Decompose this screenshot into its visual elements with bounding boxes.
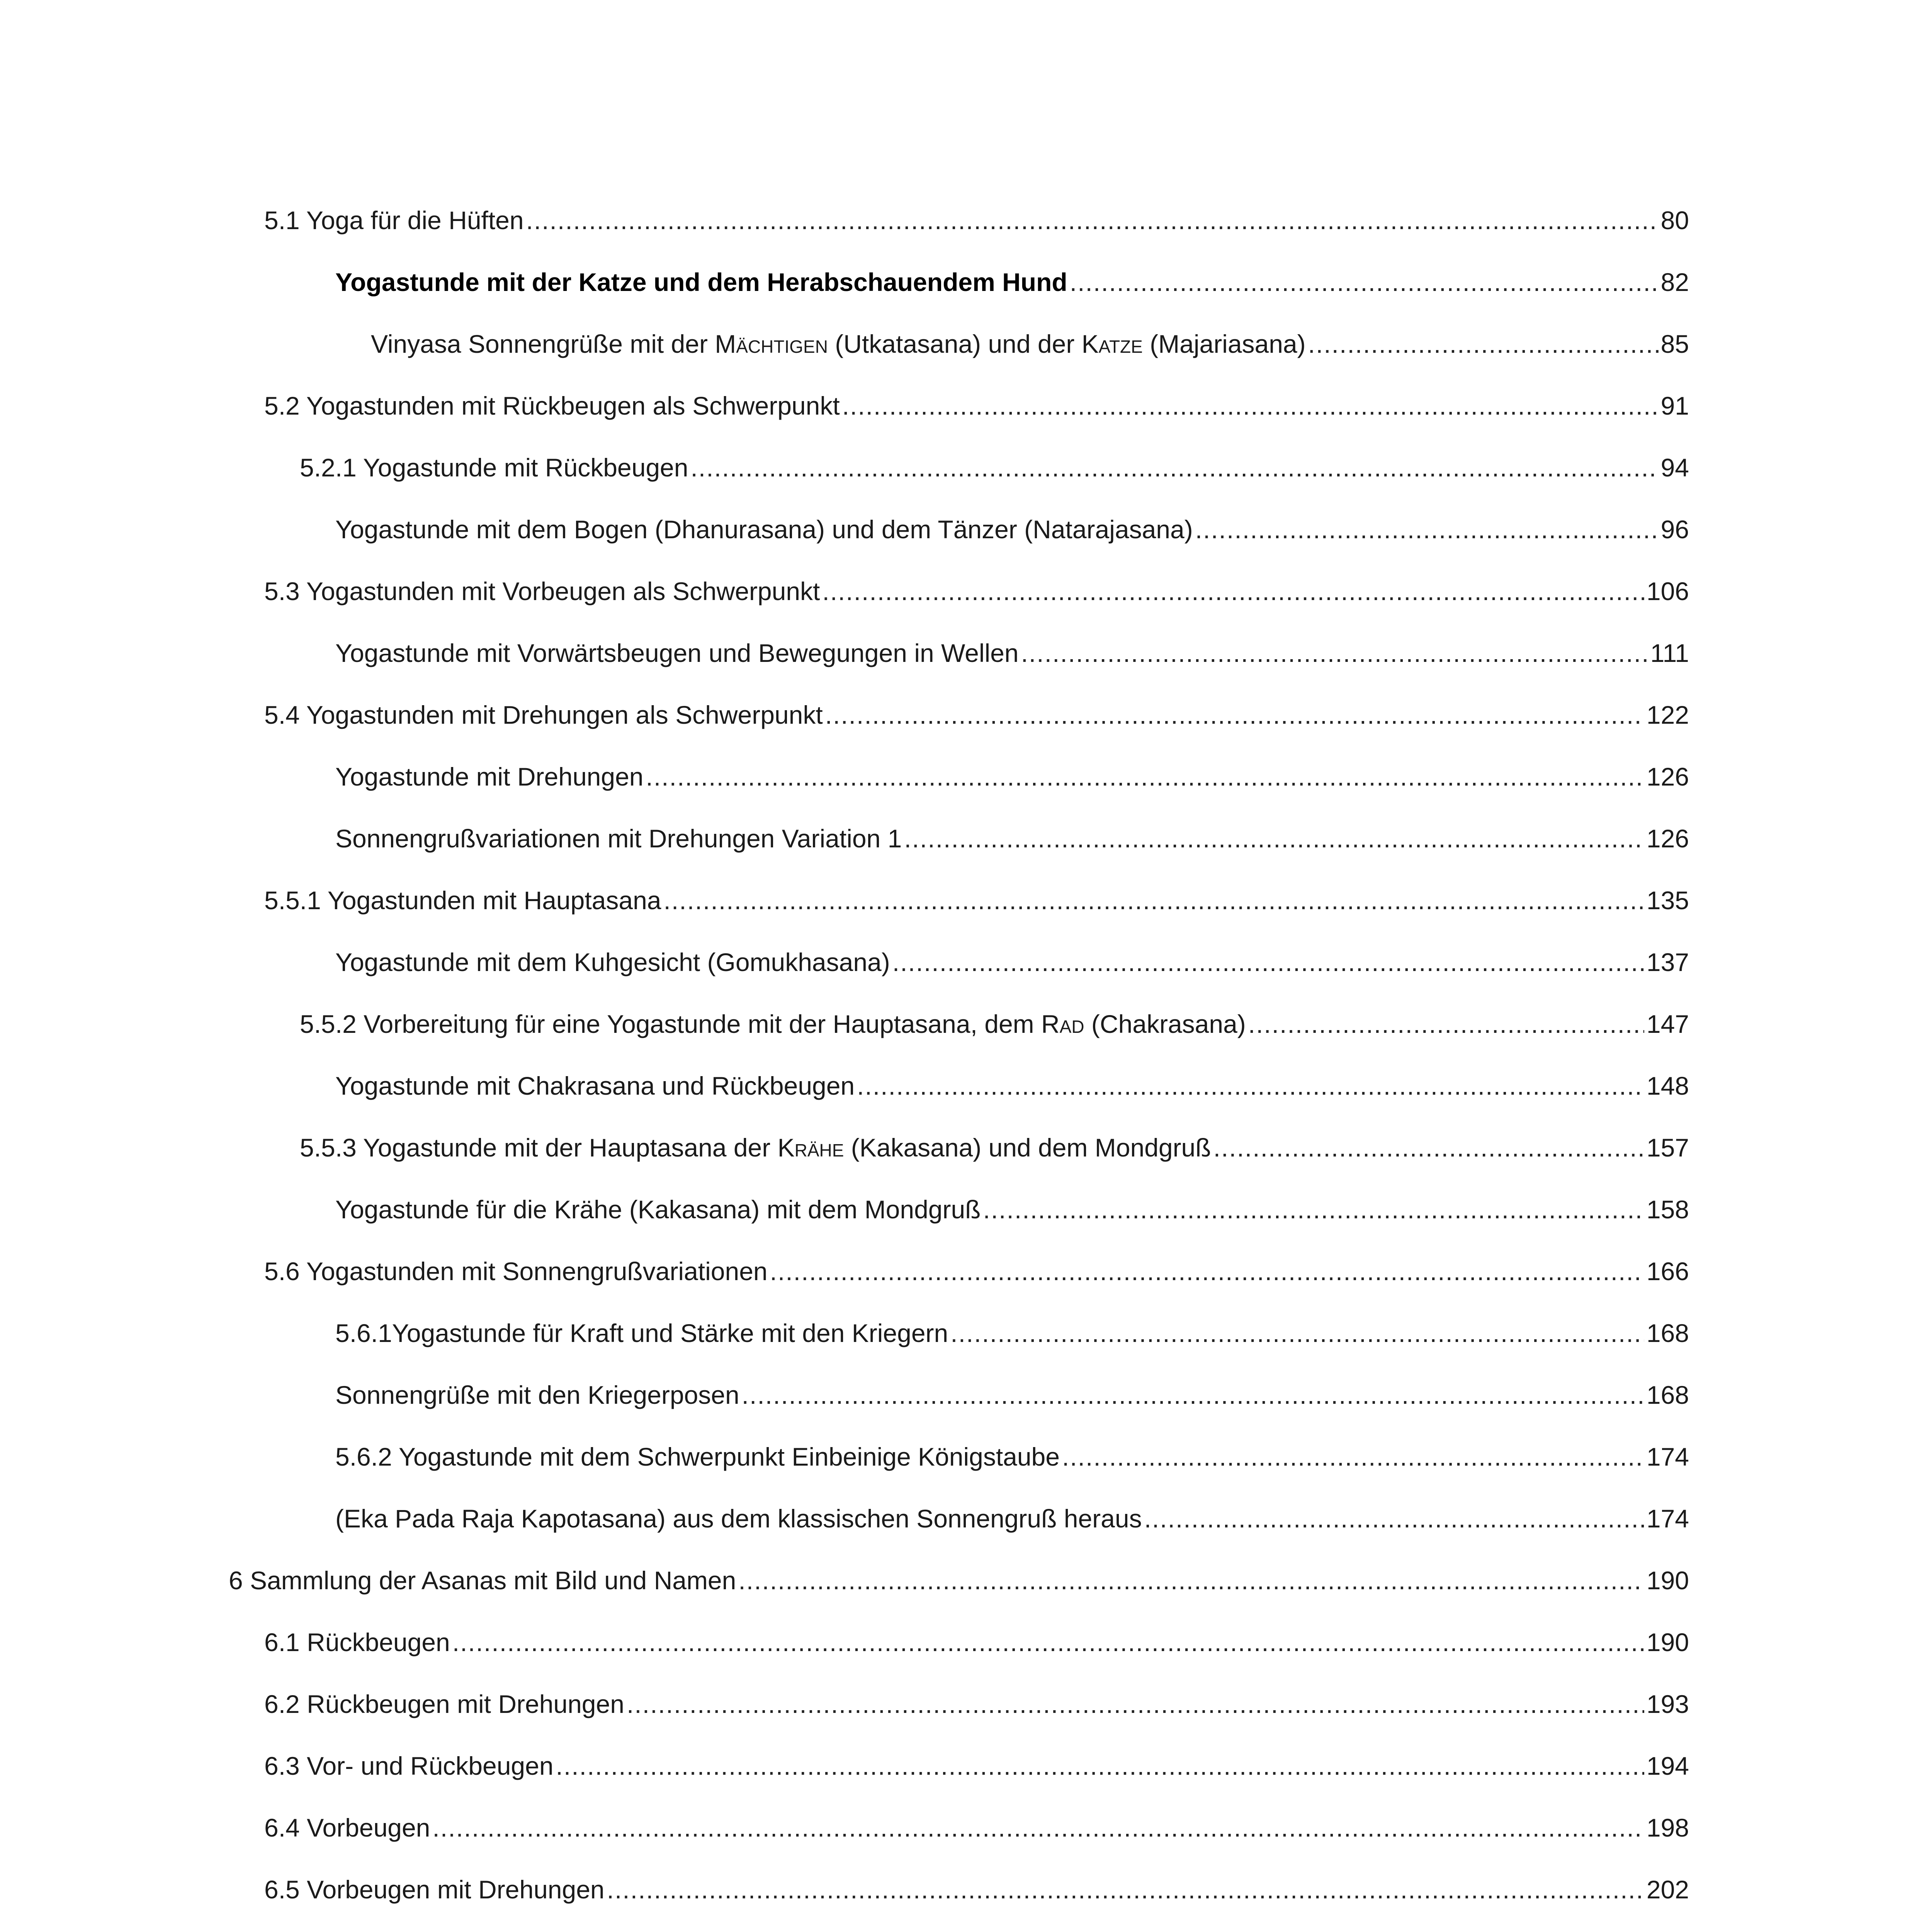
toc-title-smallcaps: Krähe bbox=[777, 1133, 844, 1162]
toc-page-number: 147 bbox=[1646, 1010, 1689, 1038]
toc-page-number: 193 bbox=[1646, 1690, 1689, 1718]
toc-page-number: 126 bbox=[1646, 824, 1689, 853]
toc-title-text: Yogastunde mit dem Bogen (Dhanurasana) und dem Tänzer (Natarajasana) bbox=[335, 515, 1193, 544]
toc-entry-title bbox=[371, 313, 1306, 375]
toc-title-text: (Eka Pada Raja Kapotasana) aus dem klassischen Sonnengruß heraus bbox=[335, 1504, 1142, 1533]
toc-title-text: 6.1 Rückbeugen bbox=[264, 1628, 450, 1656]
toc-entry[interactable] bbox=[300, 993, 1689, 1055]
toc-entry[interactable] bbox=[371, 313, 1689, 375]
toc-entry[interactable] bbox=[264, 1240, 1689, 1302]
toc-title-text: (Utkatasana) und der bbox=[828, 330, 1082, 358]
toc-dot-leader bbox=[742, 1364, 1644, 1426]
toc-entry[interactable] bbox=[264, 1859, 1689, 1920]
toc-dot-leader bbox=[1213, 1117, 1644, 1179]
toc-entry-title bbox=[300, 437, 688, 498]
toc-page-number: 194 bbox=[1646, 1752, 1689, 1780]
toc-dot-leader bbox=[627, 1673, 1644, 1735]
toc-page-number: 190 bbox=[1646, 1628, 1689, 1656]
toc-entry[interactable] bbox=[335, 1179, 1689, 1240]
toc-entry[interactable] bbox=[264, 375, 1689, 437]
toc-page-number: 202 bbox=[1646, 1875, 1689, 1904]
toc-page-number: 157 bbox=[1646, 1133, 1689, 1162]
toc-page-number: 158 bbox=[1646, 1195, 1689, 1224]
toc-title-text: 5.6.2 Yogastunde mit dem Schwerpunkt Einbeinige Königstaube bbox=[335, 1442, 1060, 1471]
toc-entry-title bbox=[264, 1611, 450, 1673]
toc-dot-leader bbox=[1070, 251, 1659, 313]
toc-dot-leader bbox=[1144, 1488, 1644, 1549]
toc-title-text: 6 Sammlung der Asanas mit Bild und Namen bbox=[229, 1566, 736, 1595]
toc-entry-title bbox=[264, 375, 840, 437]
toc-title-text: 5.4 Yogastunden mit Drehungen als Schwerpunkt bbox=[264, 701, 823, 729]
toc-dot-leader bbox=[435, 1920, 1644, 1932]
toc-entry-title bbox=[264, 1240, 768, 1302]
toc-dot-leader bbox=[1021, 622, 1648, 684]
toc-entry-title bbox=[335, 1488, 1142, 1549]
toc-title-text: Yogastunde mit Drehungen bbox=[335, 762, 644, 791]
toc-entry[interactable] bbox=[264, 189, 1689, 251]
toc-entry[interactable] bbox=[300, 1117, 1689, 1179]
toc-title-text: Yogastunde mit dem Kuhgesicht (Gomukhasana) bbox=[335, 948, 890, 976]
toc-dot-leader bbox=[556, 1735, 1644, 1797]
toc-title-text: 6.4 Vorbeugen bbox=[264, 1813, 430, 1842]
toc-entry-title bbox=[300, 1117, 1211, 1179]
toc-entry[interactable] bbox=[335, 1055, 1689, 1117]
toc-dot-leader bbox=[663, 869, 1644, 931]
toc-title-text: Sonnengrußvariationen mit Drehungen Variation 1 bbox=[335, 824, 902, 853]
toc-entry[interactable] bbox=[300, 437, 1689, 498]
toc-page-number: 85 bbox=[1660, 330, 1689, 358]
toc-entry-title bbox=[335, 931, 890, 993]
toc-page-number: 148 bbox=[1646, 1071, 1689, 1100]
toc-dot-leader bbox=[950, 1302, 1644, 1364]
toc-dot-leader bbox=[770, 1240, 1644, 1302]
toc-entry[interactable] bbox=[335, 251, 1689, 313]
toc-dot-leader bbox=[1062, 1426, 1644, 1488]
toc-title-text: (Kakasana) und dem Mondgruß bbox=[844, 1133, 1211, 1162]
toc-dot-leader bbox=[646, 746, 1644, 808]
toc-title-text: (Chakrasana) bbox=[1084, 1010, 1246, 1038]
toc-dot-leader bbox=[904, 808, 1644, 869]
toc-dot-leader bbox=[983, 1179, 1644, 1240]
toc-page-number: 198 bbox=[1646, 1813, 1689, 1842]
toc-page-number bbox=[1647, 1920, 1689, 1932]
toc-page-number: 168 bbox=[1646, 1319, 1689, 1347]
toc-dot-leader bbox=[690, 437, 1658, 498]
toc-entry-title bbox=[335, 1055, 855, 1117]
toc-title-text: 6.2 Rückbeugen mit Drehungen bbox=[264, 1690, 624, 1718]
toc-entry[interactable] bbox=[264, 1735, 1689, 1797]
toc-entry[interactable] bbox=[335, 1364, 1689, 1426]
toc-title-smallcaps: Mächtigen bbox=[715, 330, 828, 358]
toc-entry-title bbox=[335, 251, 1067, 313]
toc-page-number: 111 bbox=[1650, 639, 1689, 667]
toc-entry[interactable] bbox=[335, 622, 1689, 684]
toc-entry[interactable] bbox=[335, 1302, 1689, 1364]
toc-dot-leader bbox=[432, 1797, 1644, 1859]
toc-page-number: 126 bbox=[1646, 762, 1689, 791]
toc-entry-title bbox=[264, 869, 661, 931]
toc-entry[interactable] bbox=[335, 746, 1689, 808]
toc-title-text: 6.3 Vor- und Rückbeugen bbox=[264, 1752, 554, 1780]
toc-page-number: 122 bbox=[1646, 701, 1689, 729]
toc-dot-leader bbox=[452, 1611, 1644, 1673]
toc-dot-leader bbox=[607, 1859, 1644, 1920]
toc-page-number: 96 bbox=[1660, 515, 1689, 544]
toc-entry-title bbox=[264, 1797, 430, 1859]
toc-title-text: 5.1 Yoga für die Hüften bbox=[264, 206, 524, 235]
toc-dot-leader bbox=[526, 189, 1659, 251]
toc-entry-title bbox=[335, 1364, 739, 1426]
toc-title-text: 5.6.1Yogastunde für Kraft und Stärke mit den Kriegern bbox=[335, 1319, 948, 1347]
toc-entry-title bbox=[264, 684, 823, 746]
toc-entry[interactable] bbox=[264, 1920, 1689, 1932]
toc-title-text: 5.3 Yogastunden mit Vorbeugen als Schwerpunkt bbox=[264, 577, 820, 605]
toc-title-text: Vinyasa Sonnengrüße mit der bbox=[371, 330, 715, 358]
toc-page-number: 91 bbox=[1660, 391, 1689, 420]
toc-dot-leader bbox=[825, 684, 1644, 746]
toc-title-text: (Majariasana) bbox=[1142, 330, 1306, 358]
toc-entry[interactable] bbox=[264, 1611, 1689, 1673]
toc-entry-title bbox=[264, 189, 524, 251]
toc-entry-title bbox=[335, 1302, 948, 1364]
toc-entry-title bbox=[300, 993, 1246, 1055]
toc-entry-title bbox=[335, 746, 643, 808]
toc-entry[interactable] bbox=[335, 498, 1689, 560]
toc-title-text: 5.6 Yogastunden mit Sonnengrußvariationen bbox=[264, 1257, 768, 1286]
toc-dot-leader bbox=[1308, 313, 1659, 375]
toc-entry[interactable] bbox=[264, 1673, 1689, 1735]
toc-page-number: 190 bbox=[1646, 1566, 1689, 1595]
toc-title-text: 5.5.2 Vorbereitung für eine Yogastunde mit der Hauptasana, dem bbox=[300, 1010, 1041, 1038]
toc-title-text: 5.2 Yogastunden mit Rückbeugen als Schwerpunkt bbox=[264, 391, 840, 420]
toc-dot-leader bbox=[1248, 993, 1644, 1055]
toc-page-number: 82 bbox=[1660, 268, 1689, 296]
toc-page-number: 166 bbox=[1646, 1257, 1689, 1286]
toc-entry[interactable] bbox=[335, 931, 1689, 993]
toc-entry-title bbox=[229, 1549, 736, 1611]
toc-title-text: Yogastunde für die Krähe (Kakasana) mit dem Mondgruß bbox=[335, 1195, 981, 1224]
toc-entry[interactable] bbox=[264, 869, 1689, 931]
toc-entry[interactable] bbox=[264, 1797, 1689, 1859]
toc-entry[interactable] bbox=[335, 1488, 1689, 1549]
toc-title-text: Sonnengrüße mit den Kriegerposen bbox=[335, 1381, 739, 1409]
toc-entry-title bbox=[264, 1920, 433, 1932]
toc-dot-leader bbox=[822, 560, 1644, 622]
toc-dot-leader bbox=[738, 1549, 1644, 1611]
toc-entry-title bbox=[335, 808, 902, 869]
toc-page-number: 135 bbox=[1646, 886, 1689, 915]
toc-entry-title bbox=[335, 498, 1193, 560]
toc-title-smallcaps: Rad bbox=[1041, 1010, 1084, 1038]
toc-entry[interactable] bbox=[335, 808, 1689, 869]
toc-entry-title bbox=[264, 1735, 554, 1797]
toc-entry-title bbox=[335, 1426, 1060, 1488]
toc-title-text: Yogastunde mit der Katze und dem Herabschauendem Hund bbox=[335, 268, 1067, 296]
toc-title-text: 6.5 Vorbeugen mit Drehungen bbox=[264, 1875, 605, 1904]
toc-dot-leader bbox=[1195, 498, 1659, 560]
toc-page-number: 137 bbox=[1646, 948, 1689, 976]
toc-page-number: 168 bbox=[1646, 1381, 1689, 1409]
toc-entry[interactable] bbox=[264, 560, 1689, 622]
toc-dot-leader bbox=[857, 1055, 1644, 1117]
toc-title-text: Yogastunde mit Vorwärtsbeugen und Bewegungen in Wellen bbox=[335, 639, 1019, 667]
toc-entry[interactable] bbox=[335, 1426, 1689, 1488]
toc-title-text: 5.5.3 Yogastunde mit der Hauptasana der bbox=[300, 1133, 778, 1162]
toc-entry-title bbox=[264, 1673, 624, 1735]
toc-entry-title bbox=[264, 560, 820, 622]
toc-page-number: 106 bbox=[1646, 577, 1689, 605]
toc-entry[interactable] bbox=[229, 1549, 1689, 1611]
toc-entry-title bbox=[335, 1179, 981, 1240]
toc-title-text: Yogastunde mit Chakrasana und Rückbeugen bbox=[335, 1071, 855, 1100]
toc-entry[interactable] bbox=[264, 684, 1689, 746]
toc-page-number: 80 bbox=[1660, 206, 1689, 235]
toc-dot-leader bbox=[842, 375, 1659, 437]
toc-title-smallcaps: Katze bbox=[1081, 330, 1143, 358]
toc-dot-leader bbox=[892, 931, 1644, 993]
toc-entry-title bbox=[335, 622, 1019, 684]
toc-title-text: 5.5.1 Yogastunden mit Hauptasana bbox=[264, 886, 661, 915]
toc-page-number: 174 bbox=[1646, 1504, 1689, 1533]
toc-entry-title bbox=[264, 1859, 605, 1920]
toc-title-text: 5.2.1 Yogastunde mit Rückbeugen bbox=[300, 453, 688, 482]
toc-page-number: 94 bbox=[1660, 453, 1689, 482]
toc-page-number: 174 bbox=[1646, 1442, 1689, 1471]
